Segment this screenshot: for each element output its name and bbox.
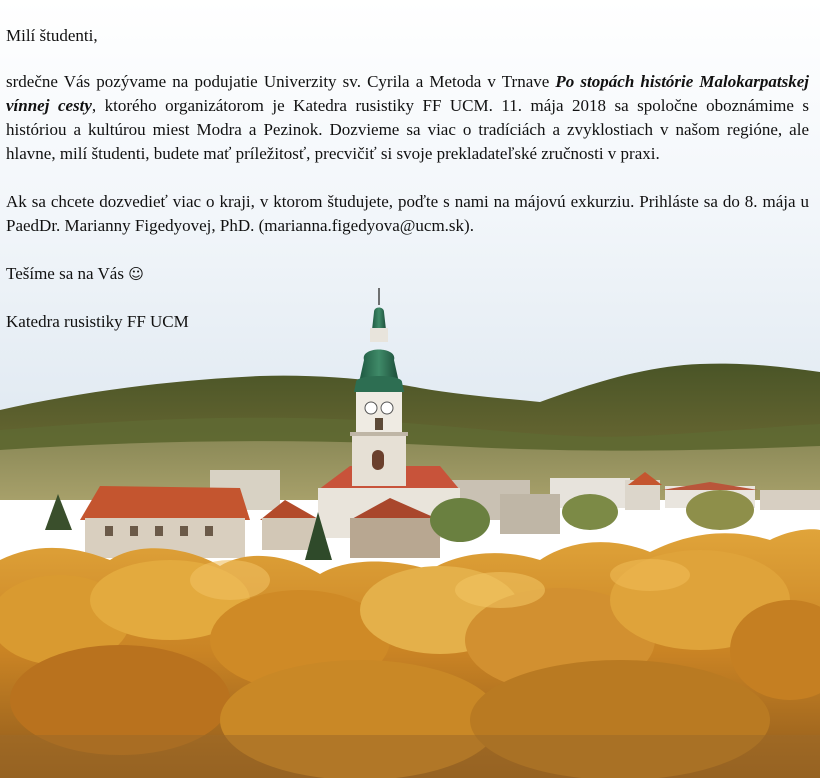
closing-line [6, 262, 809, 286]
event-title: Po stopách histórie Malokarpatskej vínnej cesty [6, 72, 809, 115]
invitation-letter [6, 24, 809, 358]
paragraph-invitation-intro: srdečne Vás pozývame na podujatie Univerzity sv. Cyrila a Metoda v Trnave [6, 72, 556, 91]
paragraph-registration: Ak sa chcete dozvedieť viac o kraji, v ktorom študujete, poďte s nami na májovú exkurziu. Prihláste sa do 8. mája u PaedDr. Marianny Figedyovej, PhD. (marianna.figedyova@ucm.sk). [6, 192, 809, 235]
signature: Katedra rusistiky FF UCM [6, 312, 189, 331]
closing-text: Tešíme sa na Vás [6, 264, 129, 283]
smiley-icon: ☺ [128, 265, 144, 283]
paragraph-invitation [6, 70, 809, 166]
greeting: Milí študenti, [6, 26, 98, 45]
paragraph-invitation-rest: , ktorého organizátorom je Katedra rusistiky FF UCM. 11. mája 2018 sa spoločne oboznámime s históriou a kultúrou miest Modra a Pezinok. Dozvieme sa viac o tradíciách a zvyklostiach v našom regióne, ale hlavne, milí študenti, budete mať príležitosť, precvičiť si svoje prekladateľské zručnosti v praxi. [6, 96, 810, 163]
autumn-foliage [0, 529, 820, 778]
